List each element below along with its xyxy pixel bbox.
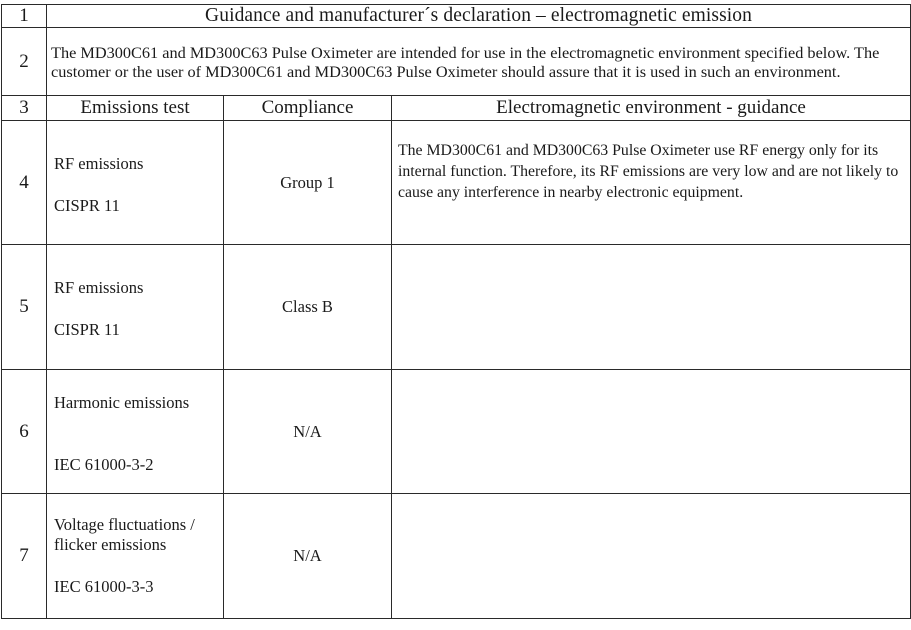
guidance-cell — [392, 370, 911, 494]
emissions-test-cell — [47, 494, 224, 619]
guidance-cell — [392, 245, 911, 370]
row-number: 4 — [2, 121, 47, 245]
table-row — [2, 494, 911, 619]
column-header-emissions-test: Emissions test — [47, 96, 224, 121]
column-header-guidance: Electromagnetic environment - guidance — [392, 96, 911, 121]
emissions-test-name: Harmonic emissions — [54, 393, 190, 412]
intro-text: The MD300C61 and MD300C63 Pulse Oximeter are intended for use in the electromagnetic environment specified below. The customer or the user of MD300C61 and MD300C63 Pulse Oximeter should assure that it is used in such an environment. — [47, 28, 911, 96]
emissions-test-name: flicker emissions — [54, 535, 167, 554]
compliance-cell: N/A — [224, 370, 392, 494]
column-header-compliance: Compliance — [224, 96, 392, 121]
title-row — [2, 5, 911, 28]
row-number: 3 — [2, 96, 47, 121]
emission-declaration-table — [1, 4, 911, 619]
guidance-cell: The MD300C61 and MD300C63 Pulse Oximeter use RF energy only for its internal function. Therefore, its RF emissions are very low and are not likely to cause any interference in nearby electronic equipment. — [392, 121, 911, 245]
row-number: 6 — [2, 370, 47, 494]
emissions-test-standard: IEC 61000-3-2 — [54, 455, 154, 474]
emissions-test-standard: CISPR 11 — [54, 320, 120, 339]
table-row — [2, 370, 911, 494]
emissions-test-standard: CISPR 11 — [54, 196, 120, 215]
header-row — [2, 96, 911, 121]
emissions-test-cell — [47, 245, 224, 370]
table-row — [2, 245, 911, 370]
emissions-test-name: RF emissions — [54, 154, 144, 173]
emissions-test-standard: IEC 61000-3-3 — [54, 577, 154, 596]
row-number: 2 — [2, 28, 47, 96]
table-row — [2, 121, 911, 245]
row-number: 7 — [2, 494, 47, 619]
compliance-cell: Group 1 — [224, 121, 392, 245]
table-title: Guidance and manufacturer´s declaration – electromagnetic emission — [47, 5, 911, 28]
emissions-test-name: RF emissions — [54, 278, 144, 297]
compliance-cell: N/A — [224, 494, 392, 619]
compliance-cell: Class B — [224, 245, 392, 370]
emissions-test-cell — [47, 370, 224, 494]
row-number: 5 — [2, 245, 47, 370]
row-number: 1 — [2, 5, 47, 28]
emissions-test-cell — [47, 121, 224, 245]
guidance-cell — [392, 494, 911, 619]
intro-row — [2, 28, 911, 96]
emissions-test-name: Voltage fluctuations / — [54, 515, 195, 534]
